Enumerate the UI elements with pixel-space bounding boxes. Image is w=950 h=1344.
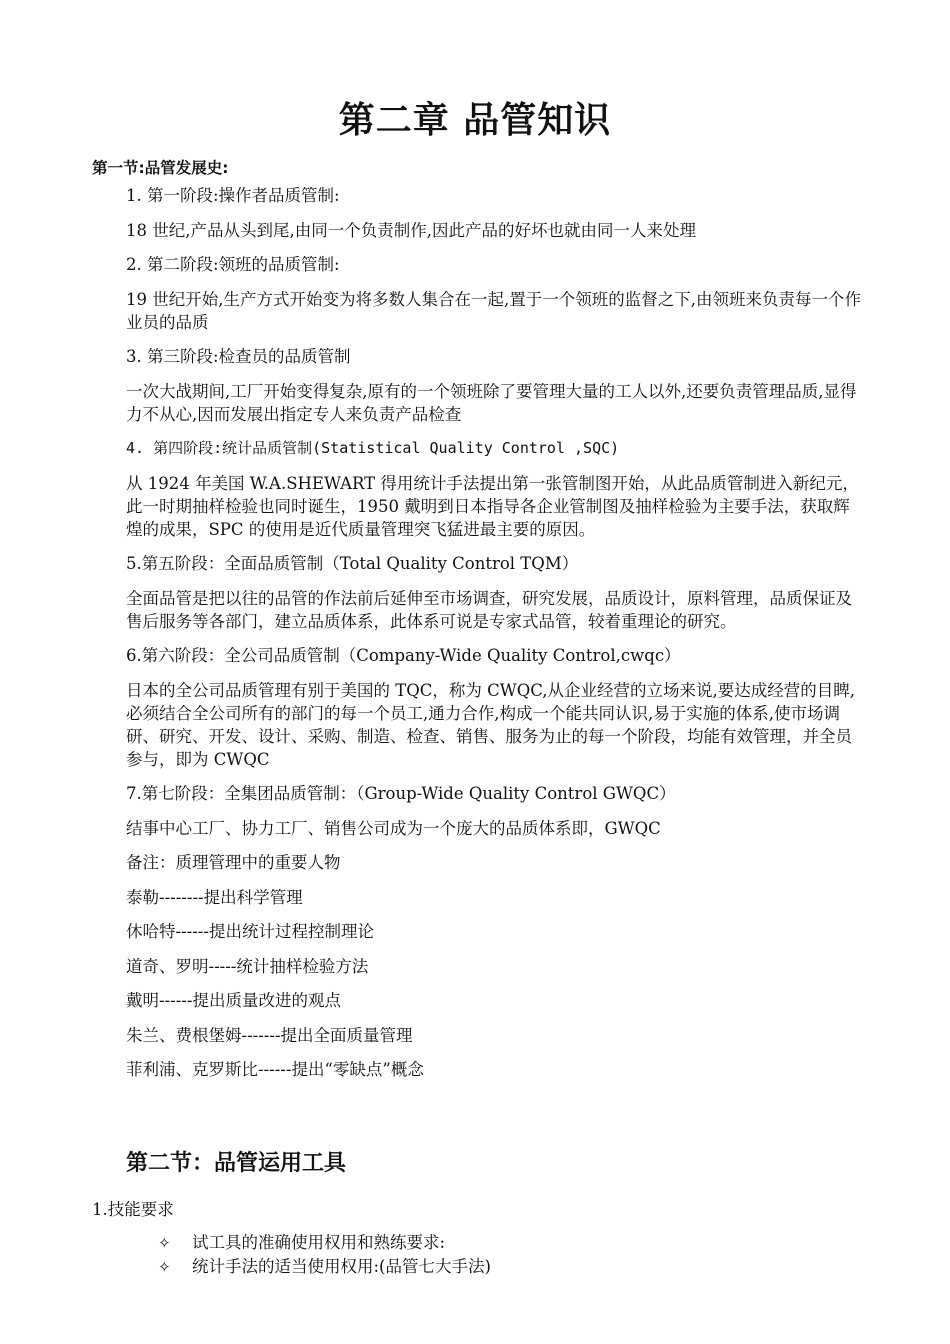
section-1-heading: 第一节:品管发展史: (92, 159, 229, 177)
chapter-title: 第二章 品管知识 (338, 100, 612, 141)
person-juran-feigenbaum: 朱兰、费根堡姆-------提出全面质量管理 (126, 1025, 413, 1045)
person-deming: 戴明------提出质量改进的观点 (126, 991, 341, 1010)
stage-4-heading: 4. 第四阶段:统计品质管制(Statistical Quality Control ,SQC) (126, 439, 620, 457)
stage-1-text: 18 世纪,产品从头到尾,由同一个负责制作,因此产品的好坏也就由同一人来处理 (126, 220, 696, 240)
skill-heading: 1.技能要求 (92, 1200, 174, 1219)
section-2-heading: 第二节：品管运用工具 (126, 1151, 347, 1176)
stage-3-heading: 3. 第三阶段:检查员的品质管制 (126, 347, 351, 366)
stage-6-heading: 6.第六阶段：全公司品质管制（Company-Wide Quality Control,cwqc） (126, 646, 681, 665)
stage-6-text: 日本的全公司品质管理有别于美国的 TQC，称为 CWQC,从企业经营的立场来说,要达成经营的目睥,必须结合全公司所有的部门的每一个员工,通力合作,构成一个能共同认识,易于实施的体系,使市场调研、研究、开发、设计、采购、制造、检查、销售、服务为止的每一个阶段，均能有效管理，并全员参与，即为 CWQC (126, 680, 856, 769)
diamond-bullet-icon: ✧ (158, 1234, 171, 1252)
list-item (158, 1231, 491, 1255)
stage-1-heading: 1. 第一阶段:操作者品质管制: (126, 186, 340, 205)
stage-5-text: 全面品管是把以往的品管的作法前后延伸至市场调查，研究发展，品质设计，原料管理，品质保证及售后服务等各部门，建立品质体系，此体系可说是专家式品管，较着重理论的研究。 (126, 588, 852, 631)
stage-2-heading: 2. 第二阶段:领班的品质管制: (126, 255, 340, 274)
diamond-bullet-icon: ✧ (158, 1258, 171, 1276)
person-taylor: 泰勒--------提出科学管理 (126, 887, 303, 907)
stage-7-text: 结事中心工厂、协力工厂、销售公司成为一个庞大的品质体系即，GWQC (126, 818, 661, 838)
bullet-text: 统计手法的适当使用权用:(品管七大手法) (192, 1257, 491, 1276)
stage-7-heading: 7.第七阶段：全集团品质管制：（Group-Wide Quality Control GWQC） (126, 784, 676, 803)
stage-3-text: 一次大战期间,工厂开始变得复杂,原有的一个领班除了要管理大量的工人以外,还要负责管理品质,显得力不从心,因而发展出指定专人来负责产品检查 (126, 381, 857, 424)
section-1-body (126, 184, 866, 1093)
list-item (158, 1255, 491, 1279)
notes-heading: 备注：质理管理中的重要人物 (126, 853, 341, 872)
person-crosby: 菲利浦、克罗斯比------提出“零缺点”概念 (126, 1060, 424, 1079)
stage-2-text: 19 世纪开始,生产方式开始变为将多数人集合在一起,置于一个领班的监督之下,由领班来负责每一个作业员的品质 (126, 289, 861, 332)
stage-5-heading: 5.第五阶段：全面品质管制（Total Quality Control TQM） (126, 554, 579, 573)
person-dodge-romig: 道奇、罗明-----统计抽样检验方法 (126, 956, 369, 976)
skill-bullet-list (158, 1231, 491, 1279)
stage-4-text: 从 1924 年美国 W.A.SHEWART 得用统计手法提出第一张管制图开始，从此品质管制进入新纪元，此一时期抽样检验也同时诞生，1950 戴明到日本指导各企业管制图及抽样检验为主要手法，获取辉煌的成果，SPC 的使用是近代质量管理突飞猛进最主要的原因。 (126, 473, 859, 539)
bullet-text: 试工具的准确使用权用和熟练要求: (192, 1233, 446, 1252)
person-shewhart: 休哈特------提出统计过程控制理论 (126, 922, 374, 941)
